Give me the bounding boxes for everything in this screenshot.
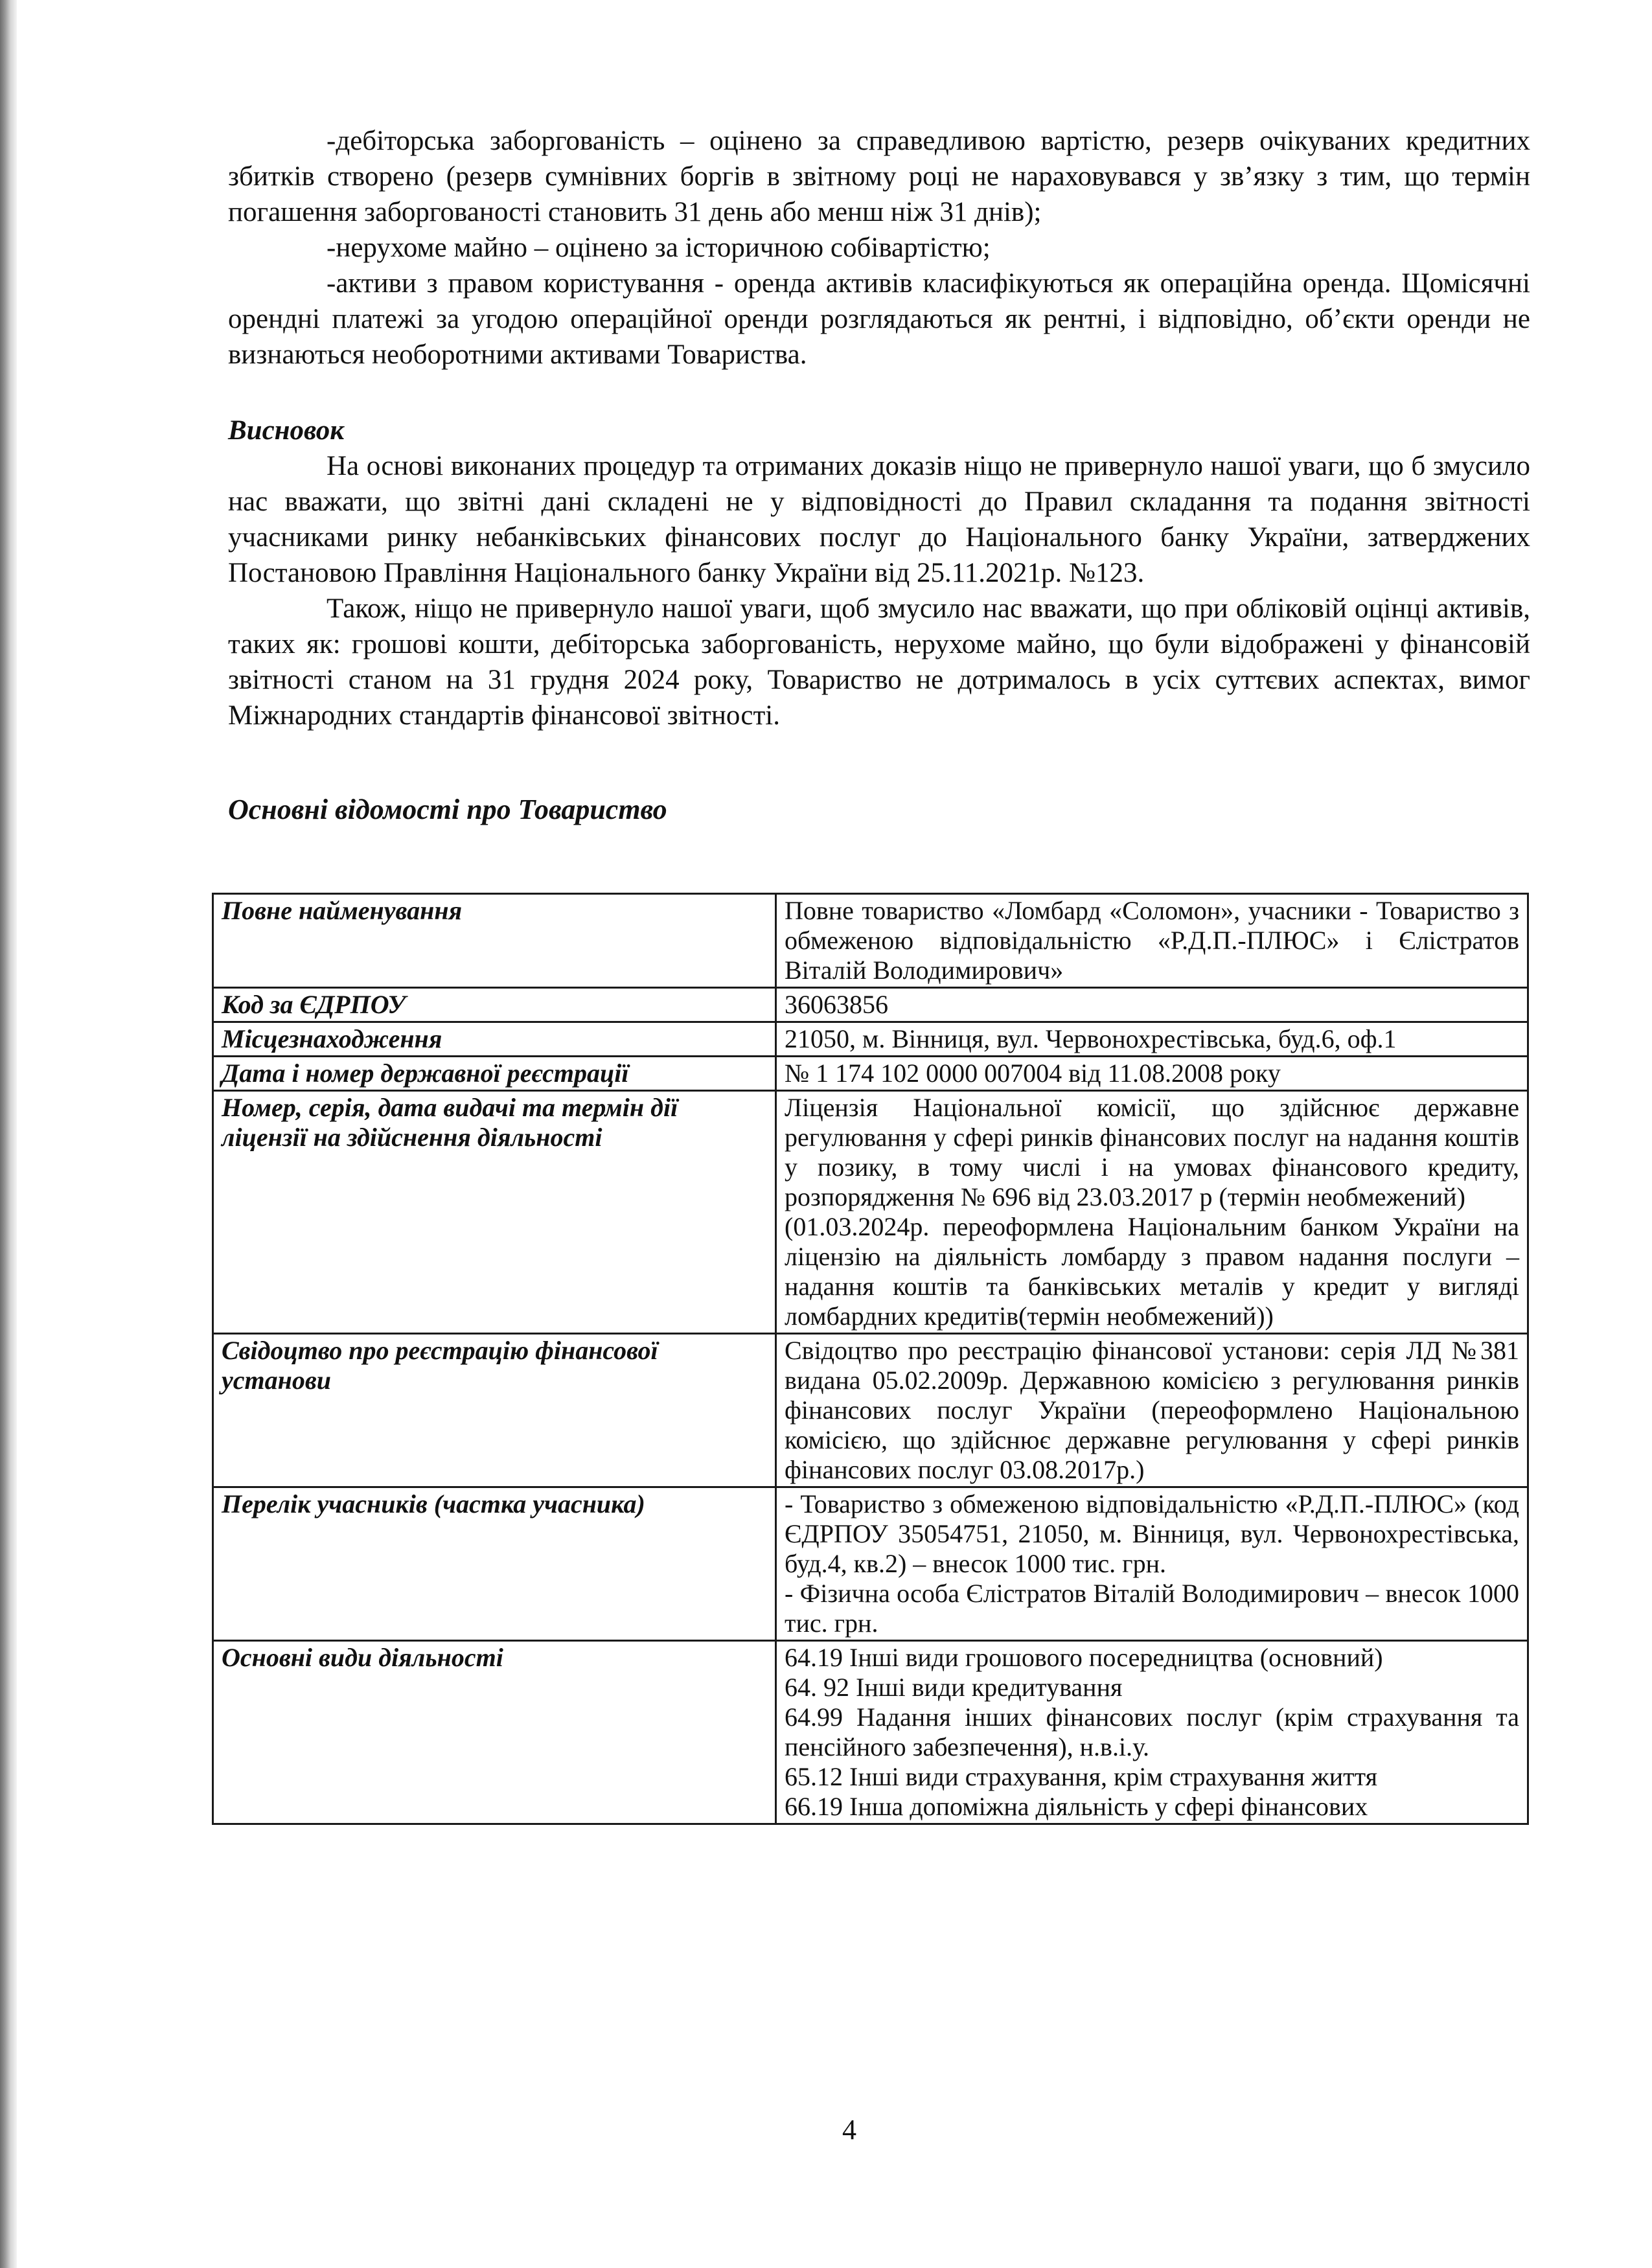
value-line: (01.03.2024р. переоформлена Національним банком України на ліцензію на діяльність ломбарду з правом надання послуги – надання коштів та банківських металів у кредит у вигляді ломбардних кредитів(термін необмежений))	[785, 1212, 1519, 1331]
table-row	[213, 1641, 1528, 1824]
table-row	[213, 1091, 1528, 1334]
row-label-full-name: Повне найменування	[213, 894, 776, 988]
row-label-certificate: Свідоцтво про реєстрацію фінансової установи	[213, 1334, 776, 1487]
value-line: 65.12 Інші види страхування, крім страхування життя	[785, 1762, 1377, 1791]
paragraph-conclusion-2: Також, ніщо не привернуло нашої уваги, щоб змусило нас вважати, що при обліковій оцінці активів, таких як: грошові кошти, дебіторська заборгованість, нерухоме майно, що були відображені у фінансовій звітності станом на 31 грудня 2024 року, Товариство не дотрималось в усіх суттєвих аспектах, вимог Міжнародних стандартів фінансової звітності.	[228, 593, 1530, 731]
scan-shadow-edge	[0, 0, 17, 2268]
row-value-license	[776, 1091, 1528, 1334]
table-row	[213, 894, 1528, 988]
value-line: 36063856	[785, 990, 888, 1019]
value-line: 64. 92 Інші види кредитування	[785, 1673, 1123, 1702]
value-line: Свідоцтво про реєстрацію фінансової установи: серія ЛД №381 видана 05.02.2009р. Державною комісією з регулювання ринків фінансових послуг України (переоформлено Національною комісією, що здійснює державне регулювання у сфері ринків фінансових послуг 03.08.2017р.)	[785, 1336, 1519, 1484]
paragraph-right-of-use-assets: -активи з правом користування - оренда активів класифікуються як операційна оренда. Щомісячні орендні платежі за угодою операційної оренди розглядаються як рентні, і відповідно, об’єкти оренди не визнаються необоротними активами Товариства.	[228, 268, 1530, 370]
row-value-location	[776, 1022, 1528, 1057]
row-label-activities: Основні види діяльності	[213, 1641, 776, 1824]
table-row	[213, 1487, 1528, 1641]
value-line: 64.99 Надання інших фінансових послуг (крім страхування та пенсійного забезпечення), н.в.і.у.	[785, 1702, 1519, 1761]
conclusion-heading: Висновок	[228, 415, 344, 446]
row-label-registration: Дата і номер державної реєстрації	[213, 1057, 776, 1091]
value-line: Ліцензія Національної комісії, що здійснює державне регулювання у сфері ринків фінансових послуг на надання коштів у позику, в тому числі і на умовах фінансового кредиту, розпорядження № 696 від 23.03.2017 р (термін необмежений)	[785, 1093, 1519, 1211]
row-label-edrpou-code: Код за ЄДРПОУ	[213, 988, 776, 1022]
value-line: Повне товариство «Ломбард «Соломон», учасники - Товариство з обмеженою відповідальністю «Р.Д.П.-ПЛЮС» і Єлістратов Віталій Володимирович»	[785, 896, 1519, 985]
value-line: - Товариство з обмеженою відповідальністю «Р.Д.П.-ПЛЮС» (код ЄДРПОУ 35054751, 21050, м. Вінниця, вул. Червонохрестівська, буд.4, кв.2) – внесок 1000 тис. грн.	[785, 1489, 1519, 1578]
value-line: 64.19 Інші види грошового посередництва (основний)	[785, 1643, 1383, 1672]
row-value-full-name	[776, 894, 1528, 988]
company-info-heading: Основні відомості про Товариство	[228, 794, 667, 825]
company-info-table	[212, 893, 1529, 1825]
value-line: - Фізична особа Єлістратов Віталій Володимирович – внесок 1000 тис. грн.	[785, 1579, 1519, 1638]
row-value-edrpou-code	[776, 988, 1528, 1022]
value-line: № 1 174 102 0000 007004 від 11.08.2008 року	[785, 1059, 1281, 1088]
value-line: 66.19 Інша допоміжна діяльність у сфері фінансових	[785, 1792, 1368, 1821]
table-row	[213, 1057, 1528, 1091]
row-label-location: Місцезнаходження	[213, 1022, 776, 1057]
table-row	[213, 988, 1528, 1022]
row-value-activities	[776, 1641, 1528, 1824]
table-row	[213, 1022, 1528, 1057]
document-page	[228, 123, 1530, 864]
row-value-certificate	[776, 1334, 1528, 1487]
paragraph-conclusion-1: На основі виконаних процедур та отриманих доказів ніщо не привернуло нашої уваги, що б змусило нас вважати, що звітні дані складені не у відповідності до Правил складання та подання звітності учасниками ринку небанківських фінансових послуг до Національного банку України, затверджених Постановою Правління Національного банку України від 25.11.2021р. №123.	[228, 451, 1530, 588]
page-number: 4	[842, 2114, 856, 2146]
row-value-participants	[776, 1487, 1528, 1641]
table-row	[213, 1334, 1528, 1487]
row-value-registration	[776, 1057, 1528, 1091]
paragraph-real-estate: -нерухоме майно – оцінено за історичною собівартістю;	[327, 233, 991, 263]
row-label-license: Номер, серія, дата видачі та термін дії ліцензії на здійснення діяльності	[213, 1091, 776, 1334]
row-label-participants: Перелік учасників (частка учасника)	[213, 1487, 776, 1641]
value-line: 21050, м. Вінниця, вул. Червонохрестівська, буд.6, оф.1	[785, 1024, 1397, 1053]
paragraph-receivables: -дебіторська заборгованість – оцінено за справедливою вартістю, резерв очікуваних кредитних збитків створено (резерв сумнівних боргів в звітному році не нараховувався у зв’язку з тим, що термін погашення заборгованості становить 31 день або менш ніж 31 днів);	[228, 126, 1530, 227]
